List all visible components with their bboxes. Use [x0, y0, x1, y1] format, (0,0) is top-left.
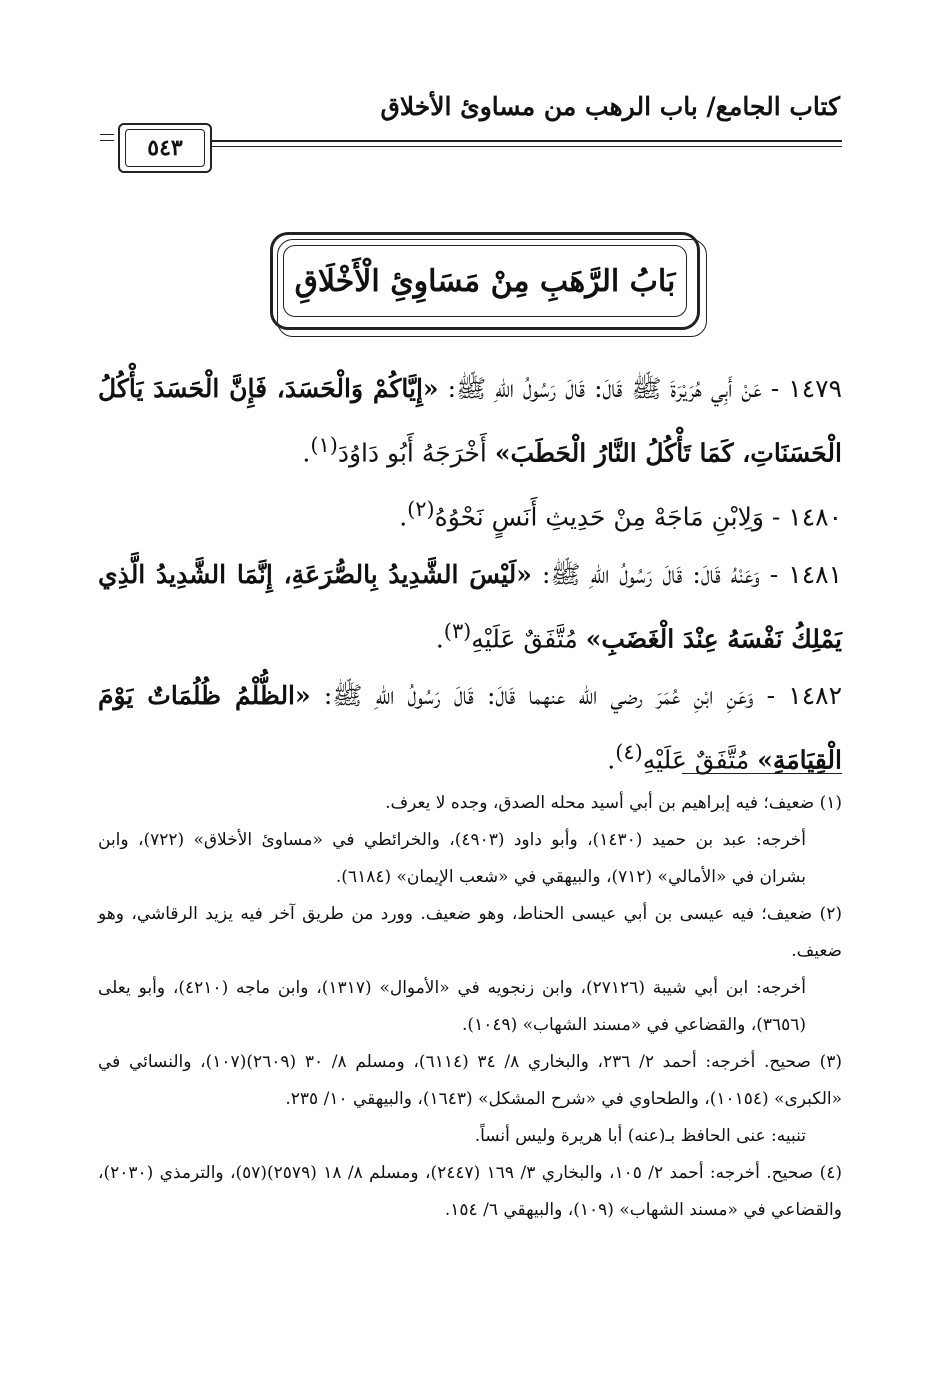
hadith-paragraph: ١٤٨٢ - وَعَنِ ابْنِ عُمَرَ رضي الله عنهما قَالَ: قَالَ رَسُولُ اللهِ ﷺ: «الظُّلْمُ ظُلُمَاتٌ يَوْمَ الْقِيَامَةِ» مُتَّفَقٌ عَلَيْهِ$^{(٤)}$.	[98, 680, 842, 775]
footnote-ref: (٤)	[615, 739, 643, 764]
footnote-note: تنبيه: عنى الحافظ بـ(عنه) أبا هريرة وليس أنساً.	[474, 1126, 806, 1146]
hadith-number: ١٤٨٢	[788, 680, 842, 710]
running-header: كتاب الجامع/ باب الرهب من مساوئ الأخلاق	[380, 92, 840, 121]
hadith-intro: - وَعَنِ ابْنِ عُمَرَ رضي الله عنهما قَالَ: قَالَ رَسُولُ اللهِ ﷺ:	[323, 680, 776, 710]
chapter-title-frame	[270, 232, 700, 330]
page-number: ٥٤٣	[125, 129, 205, 167]
hadith-paragraph: ١٤٨١ - وَعَنْهُ قَالَ: قَالَ رَسُولُ اللهِ ﷺ: «لَيْسَ الشَّدِيدُ بِالصُّرَعَةِ، إِنَّمَا الشَّدِيدُ الَّذِي يَمْلِكُ نَفْسَهُ عِنْدَ الْغَضَبِ» مُتَّفَقٌ عَلَيْهِ$^{(٣)}$.	[98, 559, 842, 653]
chapter-title: بَابُ الرَّهَبِ مِنْ مَسَاوِئِ الْأَخْلَاقِ	[283, 245, 687, 317]
hadith-number: ١٤٨٠	[788, 502, 842, 532]
hadith-paragraph: ١٤٧٩ - عَنْ أَبِي هُرَيْرَةَ ﷺ قَالَ: قَالَ رَسُولُ اللهِ ﷺ: «إِيَّاكُمْ وَالْحَسَدَ، فَإِنَّ الْحَسَدَ يَأْكُلُ الْحَسَنَاتِ، كَمَا تَأْكُلُ النَّارُ الْحَطَبَ» أَخْرَجَهُ أَبُو دَاوُدَ$^{(١)}$.	[98, 374, 842, 468]
hadith-paragraph: ١٤٨٠ - وَلِابْنِ مَاجَهْ مِنْ حَدِيثِ أَنَسٍ نَحْوُهُ$^{(٢)}$.	[399, 497, 842, 532]
hadith-source: أَخْرَجَهُ أَبُو دَاوُدَ	[337, 438, 487, 468]
footnote-ref: (٣)	[443, 618, 472, 643]
footnote: (٤) صحيح. أخرجه: أحمد ٢/ ١٠٥، والبخاري ٣/ ١٦٩ (٢٤٤٧)، ومسلم ٨/ ١٨ (٢٥٧٩)(٥٧)، والترمذي (٢٠٣٠)، والقضاعي في «مسند الشهاب» (١٠٩)، والبيهقي ٦/ ١٥٤.	[98, 1163, 842, 1220]
hadith-source: مُتَّفَقٌ عَلَيْهِ	[471, 623, 578, 653]
header-rule	[212, 140, 842, 142]
footnotes	[98, 785, 842, 1229]
footnote: (٣) صحيح. أخرجه: أحمد ٢/ ٢٣٦، والبخاري ٨/ ٣٤ (٦١١٤)، ومسلم ٨/ ٣٠ (٢٦٠٩)(١٠٧)، والنسائي في «الكبرى» (١٠١٥٤)، والطحاوي في «شرح المشكل» (١٦٤٣)، والبيهقي ١٠/ ٢٣٥.	[98, 1052, 843, 1109]
hadith-intro: - وَعَنْهُ قَالَ: قَالَ رَسُولُ اللهِ ﷺ:	[541, 559, 779, 589]
hadith-text: «إِيَّاكُمْ وَالْحَسَدَ، فَإِنَّ الْحَسَدَ يَأْكُلُ الْحَسَنَاتِ، كَمَا تَأْكُلُ النَّارُ الْحَطَبَ»	[98, 374, 842, 468]
hadith-text: «الظُّلْمُ ظُلُمَاتٌ يَوْمَ الْقِيَامَةِ»	[98, 680, 842, 775]
hadith-text: «لَيْسَ الشَّدِيدُ بِالصُّرَعَةِ، إِنَّمَا الشَّدِيدُ الَّذِي يَمْلِكُ نَفْسَهُ عِنْدَ الْغَضَبِ»	[98, 559, 842, 653]
page-number-box	[118, 123, 212, 173]
footnote-citation: أخرجه: ابن أبي شيبة (٢٧١٢٦)، وابن زنجويه في «الأموال» (١٣١٧)، وابن ماجه (٤٢١٠)، وأبو يعلى (٣٦٥٦)، والقضاعي في «مسند الشهاب» (١٠٤٩).	[98, 978, 806, 1035]
hadith-body	[98, 360, 842, 788]
footnote: (١) ضعيف؛ فيه إبراهيم بن أبي أسيد محله الصدق، وجده لا يعرف.	[385, 793, 842, 813]
footnote-separator	[682, 773, 842, 774]
hadith-number: ١٤٨١	[788, 559, 842, 589]
hadith-source: مُتَّفَقٌ عَلَيْهِ	[642, 745, 750, 775]
footnote: (٢) ضعيف؛ فيه عيسى بن أبي عيسى الحناط، وهو ضعيف. وورد من طريق آخر فيه يزيد الرقاشي، وهو ضعيف.	[98, 904, 842, 961]
ornament-mark	[100, 134, 114, 146]
hadith-intro: - وَلِابْنِ مَاجَهْ مِنْ حَدِيثِ أَنَسٍ نَحْوُهُ	[434, 502, 781, 532]
footnote-citation: أخرجه: عبد بن حميد (١٤٣٠)، وأبو داود (٤٩٠٣)، والخرائطي في «مساوئ الأخلاق» (٧٢٢)، وابن بشران في «الأمالي» (٧١٢)، والبيهقي في «شعب الإيمان» (٦١٨٤).	[98, 830, 806, 887]
hadith-intro: - عَنْ أَبِي هُرَيْرَةَ ﷺ قَالَ: قَالَ رَسُولُ اللهِ ﷺ:	[447, 374, 780, 403]
header-rule-thin	[212, 146, 842, 147]
hadith-number: ١٤٧٩	[788, 374, 842, 403]
footnote-ref: (٢)	[407, 497, 435, 522]
footnote-ref: (١)	[310, 433, 338, 457]
